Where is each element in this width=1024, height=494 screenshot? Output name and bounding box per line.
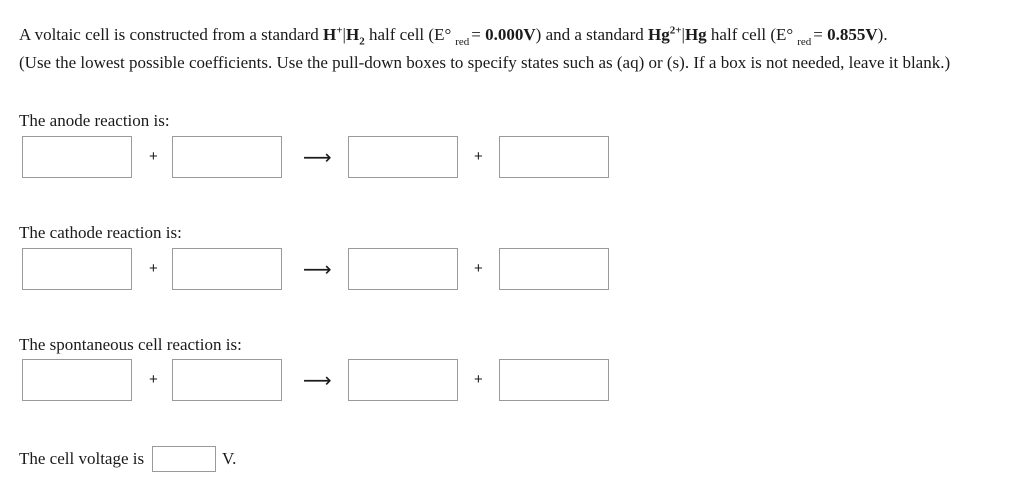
plus-sign: +	[149, 148, 158, 165]
cell-voltage-row	[19, 446, 419, 472]
anode-reactant-2-box[interactable]	[172, 136, 282, 178]
plus-sign: +	[474, 260, 483, 277]
anode-product-2-box[interactable]	[499, 136, 609, 178]
problem-end: ).	[877, 25, 888, 44]
e-red-value-2: 0.855V	[827, 25, 878, 44]
h-ion: H+	[323, 24, 343, 44]
cell-reaction-label: The spontaneous cell reaction is:	[19, 335, 242, 354]
cell-reactant-1-box[interactable]	[22, 359, 132, 401]
anode-reactant-1-box[interactable]	[22, 136, 132, 178]
problem-instructions: (Use the lowest possible coefficients. Use the pull-down boxes to specify states such as (aq) or (s). If a box is not needed, leave it blank.)	[19, 53, 951, 72]
reaction-arrow-icon: ⟶	[303, 145, 332, 169]
h2-molecule: $H_2$	[345, 25, 365, 48]
hg-metal: Hg	[684, 25, 707, 44]
hg-ion: $Hg^{2+}$	[648, 24, 682, 44]
problem-statement	[19, 22, 1019, 76]
equals-1: =	[471, 25, 486, 44]
cell-product-1-box[interactable]	[348, 359, 458, 401]
cathode-reactant-2-box[interactable]	[172, 248, 282, 290]
cell-voltage-label: The cell voltage is	[19, 449, 145, 468]
cathode-reactant-1-box[interactable]	[22, 248, 132, 290]
e-red-value-1: 0.000V	[485, 25, 536, 44]
cathode-reaction-row	[22, 248, 622, 292]
plus-sign: +	[474, 148, 483, 165]
cell-reactant-2-box[interactable]	[172, 359, 282, 401]
plus-sign: +	[149, 371, 158, 388]
red-subscript-1: red	[455, 36, 470, 48]
cathode-product-1-box[interactable]	[348, 248, 458, 290]
red-subscript-2: red	[797, 36, 812, 48]
equals-2: =	[813, 25, 828, 44]
cell-reaction-row	[22, 359, 622, 403]
reaction-arrow-icon: ⟶	[303, 368, 332, 392]
problem-line-1	[19, 22, 1019, 50]
anode-product-1-box[interactable]	[348, 136, 458, 178]
anode-label: The anode reaction is:	[19, 111, 170, 130]
cell-product-2-box[interactable]	[499, 359, 609, 401]
anode-reaction-row	[22, 136, 622, 180]
problem-mid: ) and a standard	[535, 25, 649, 44]
voltage-unit: V.	[222, 449, 237, 468]
cell-voltage-input[interactable]	[152, 446, 216, 472]
half-cell-text-1: half cell (E°	[364, 25, 452, 44]
separator: |	[342, 25, 346, 44]
cathode-product-2-box[interactable]	[499, 248, 609, 290]
problem-intro: A voltaic cell is constructed from a standard	[19, 25, 324, 44]
plus-sign: +	[149, 260, 158, 277]
cathode-label: The cathode reaction is:	[19, 223, 182, 242]
plus-sign: +	[474, 371, 483, 388]
separator: |	[681, 25, 685, 44]
reaction-arrow-icon: ⟶	[303, 257, 332, 281]
half-cell-text-2: half cell (E°	[706, 25, 794, 44]
